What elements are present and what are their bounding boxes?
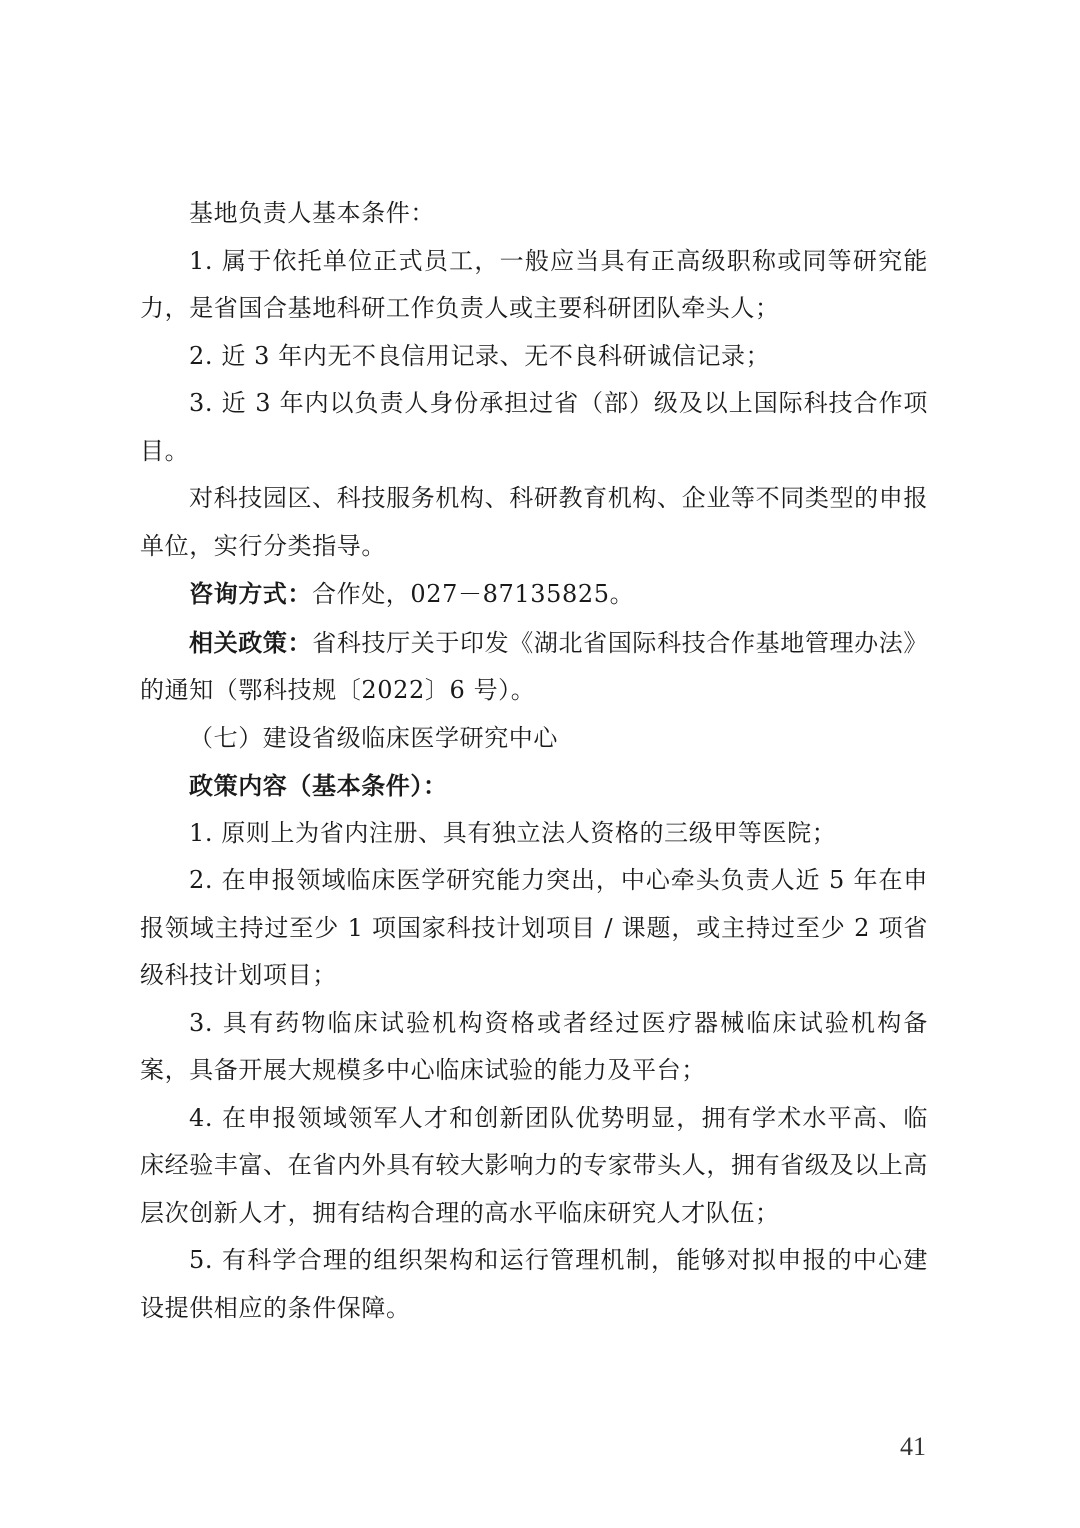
section-heading-clinical-research-center: （七）建设省级临床医学研究中心 — [189, 723, 558, 752]
related-policy-label: 相关政策： — [189, 627, 313, 657]
consultation-label: 咨询方式： — [189, 579, 312, 608]
document-body — [140, 190, 928, 1332]
paragraph-center-condition-5: 5. 有科学合理的组织架构和运行管理机制，能够对拟申报的中心建设提供相应的条件保障。 — [140, 1246, 928, 1322]
paragraph-leader-condition-2: 2. 近 3 年内无不良信用记录、无不良科研诚信记录； — [189, 341, 771, 370]
paragraph-center-condition-2: 2. 在申报领域临床医学研究能力突出，中心牵头负责人近 5 年在申报领域主持过至少 1 项国家科技计划项目 / 课题，或主持过至少 2 项省级科技计划项目； — [140, 866, 928, 989]
consultation-value: 合作处，027－87135825。 — [312, 580, 635, 608]
policy-content-heading: 政策内容（基本条件）： — [189, 771, 448, 800]
paragraph-classified-guidance: 对科技园区、科技服务机构、科研教育机构、企业等不同类型的申报单位，实行分类指导。 — [140, 484, 928, 560]
paragraph-center-condition-4: 4. 在申报领域领军人才和创新团队优势明显，拥有学术水平高、临床经验丰富、在省内外具有较大影响力的专家带头人，拥有省级及以上高层次创新人才，拥有结构合理的高水平临床研究人才队伍； — [140, 1103, 928, 1227]
paragraph-leader-condition-3: 3. 近 3 年内以负责人身份承担过省（部）级及以上国际科技合作项目。 — [140, 389, 928, 465]
page-number: 41 — [900, 1432, 926, 1461]
related-policy-value: 省科技厅关于印发《湖北省国际科技合作基地管理办法》的通知（鄂科技规〔2022〕6 号）。 — [140, 628, 929, 704]
paragraph-related-policy — [140, 619, 928, 715]
paragraph-center-condition-3: 3. 具有药物临床试验机构资格或者经过医疗器械临床试验机构备案，具备开展大规模多中心临床试验的能力及平台； — [140, 1008, 928, 1084]
paragraph-leader-conditions-intro: 基地负责人基本条件： — [189, 199, 435, 227]
paragraph-center-condition-1: 1. 原则上为省内注册、具有独立法人资格的三级甲等医院； — [189, 818, 837, 847]
paragraph-leader-condition-1: 1. 属于依托单位正式员工，一般应当具有正高级职称或同等研究能力，是省国合基地科研工作负责人或主要科研团队牵头人； — [140, 246, 928, 322]
paragraph-consultation — [140, 570, 928, 619]
